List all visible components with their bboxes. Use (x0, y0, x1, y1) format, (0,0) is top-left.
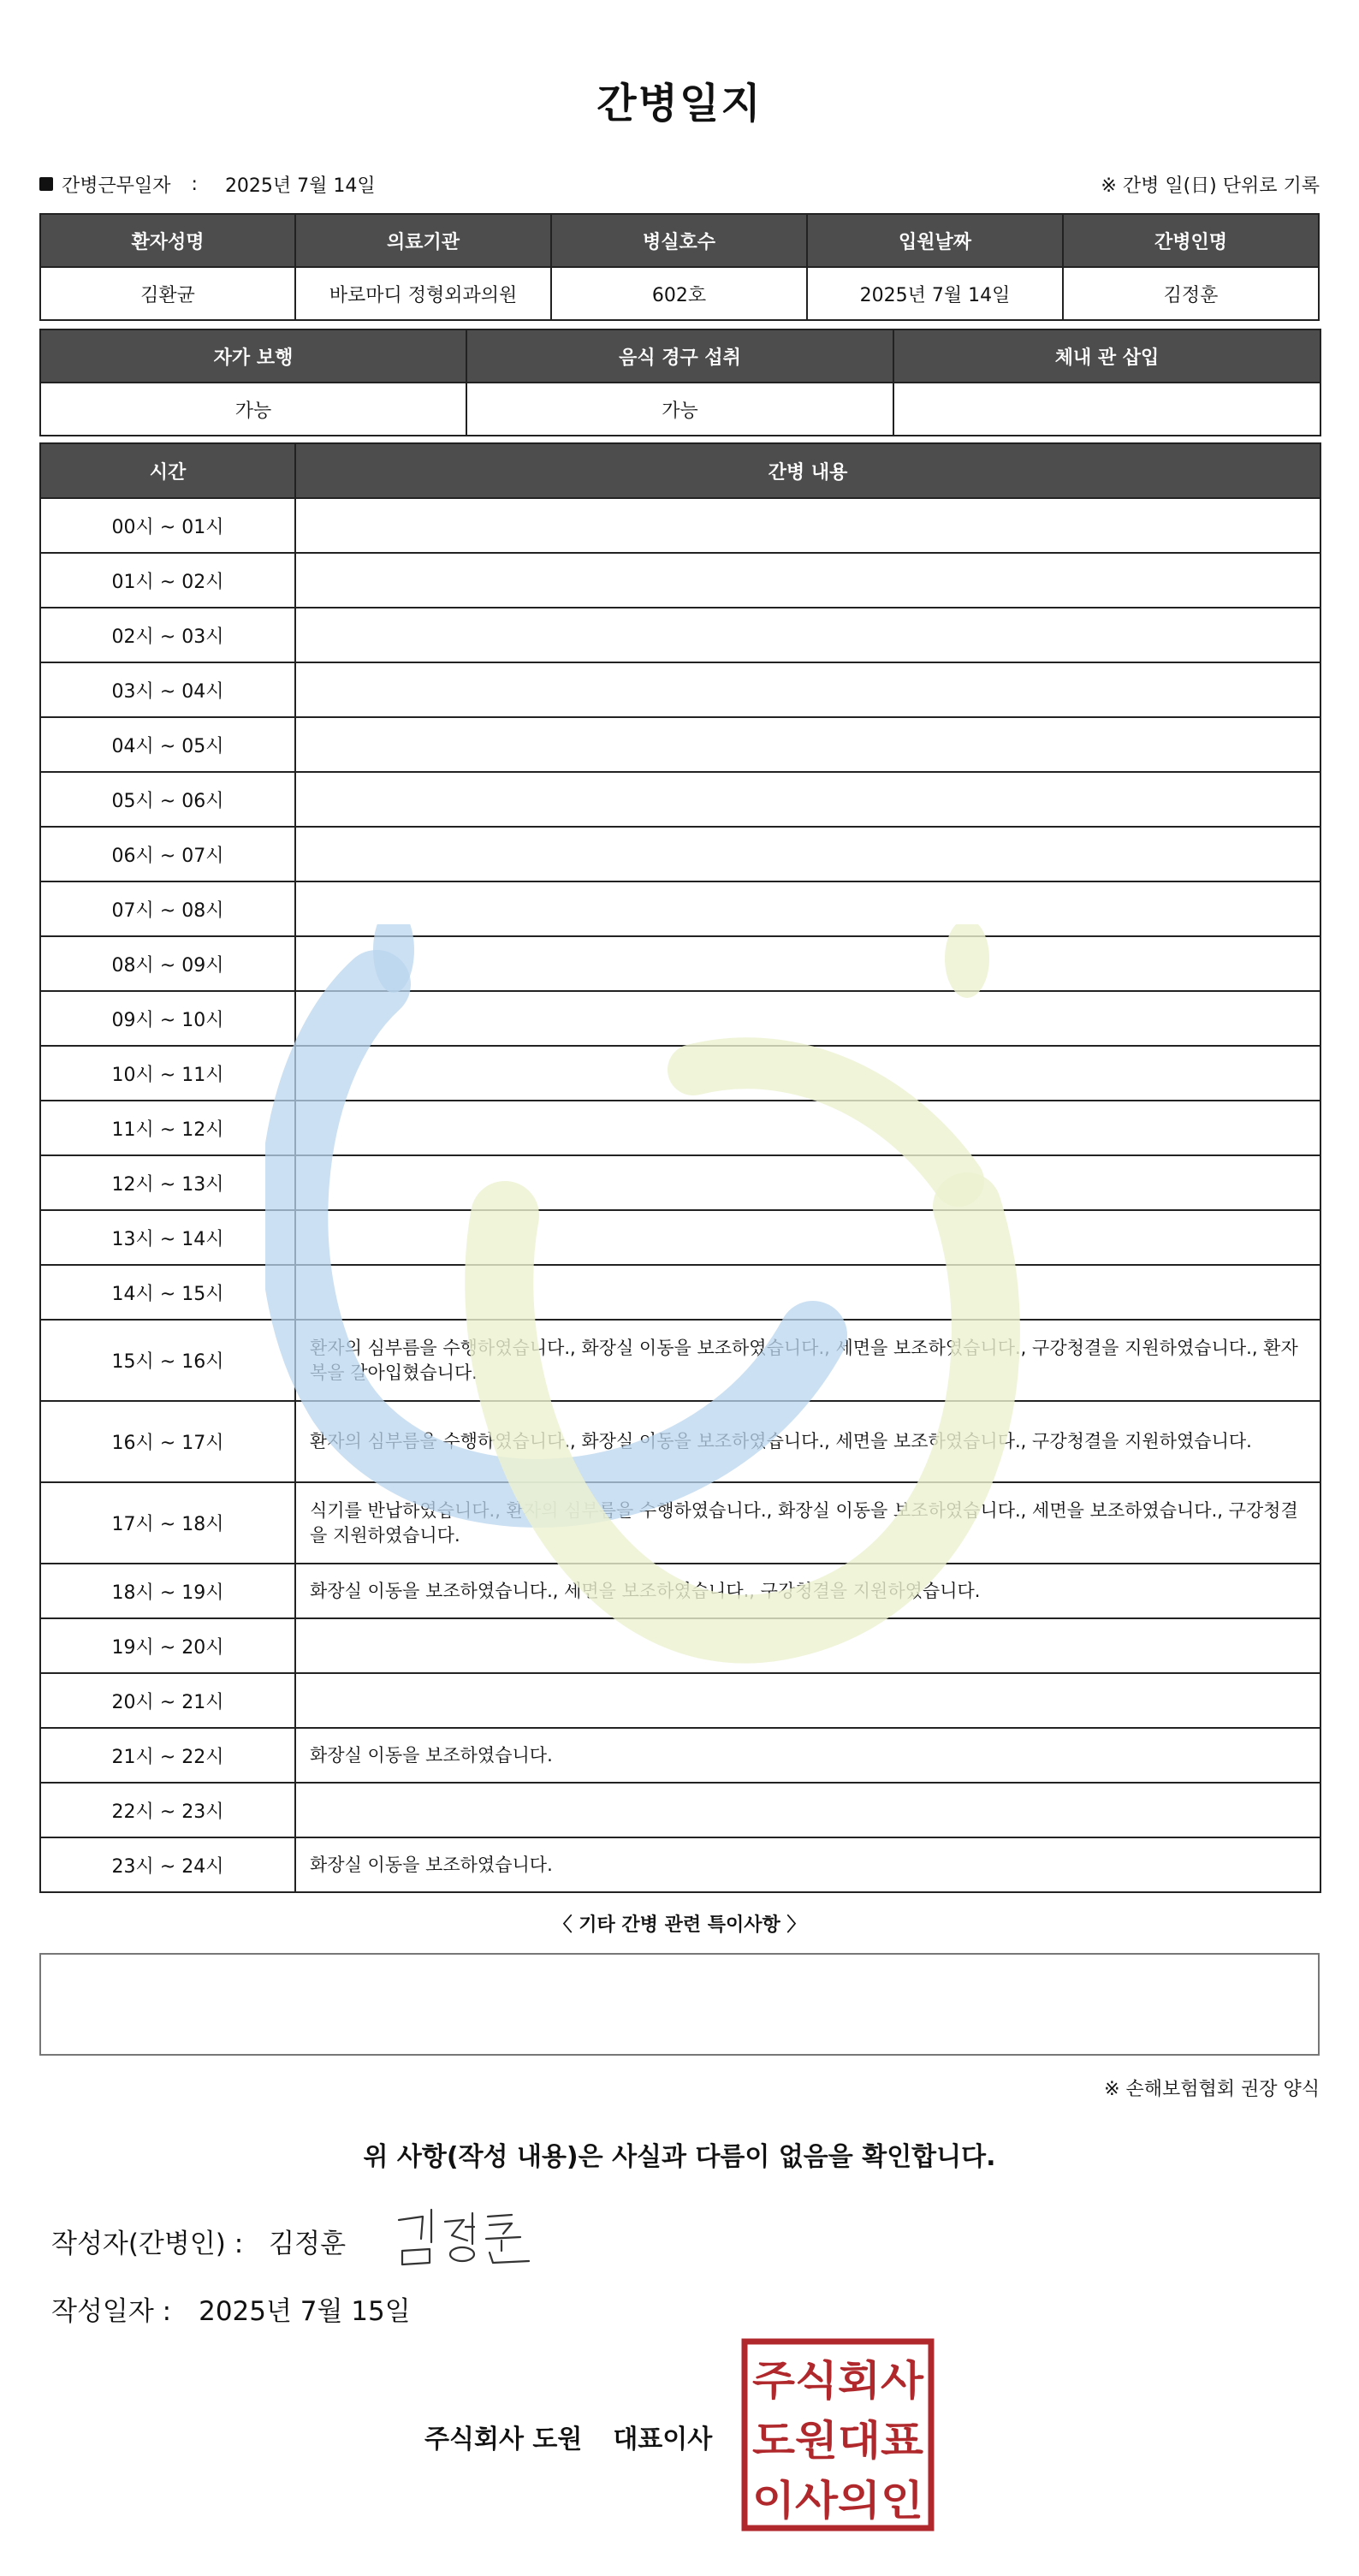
table-row (40, 662, 1320, 717)
table-row (40, 1155, 1320, 1210)
content-cell: 화장실 이동을 보조하였습니다. (295, 1728, 1320, 1783)
table-row (40, 1401, 1320, 1482)
info-header: 의료기관 (295, 214, 551, 267)
table-row (40, 553, 1320, 608)
table-row (40, 881, 1320, 936)
table-row (40, 772, 1320, 827)
work-date (39, 171, 376, 198)
content-cell (295, 717, 1320, 772)
time-header: 시간 (40, 443, 295, 498)
content-cell: 환자의 심부름을 수행하였습니다., 화장실 이동을 보조하였습니다., 세면을 보조하였습니다., 구강청결을 지원하였습니다. (295, 1401, 1320, 1482)
content-cell (295, 1265, 1320, 1320)
time-cell: 03시 ~ 04시 (40, 662, 295, 717)
notes-box (39, 1953, 1320, 2056)
bullet-square-icon (39, 177, 53, 191)
work-date-label: 간병근무일자 (62, 175, 171, 197)
table-row (40, 1210, 1320, 1265)
svg-text:주식회사: 주식회사 (752, 2357, 924, 2405)
table-row (40, 498, 1320, 553)
info-value-row (40, 267, 1319, 320)
writer-row (51, 2222, 346, 2260)
time-cell: 07시 ~ 08시 (40, 881, 295, 936)
table-row (40, 1618, 1320, 1673)
content-cell (295, 1046, 1320, 1101)
content-cell (295, 553, 1320, 608)
table-row (40, 717, 1320, 772)
table-row (40, 936, 1320, 991)
notes-title: 〈 기타 간병 관련 특이사항 〉 (553, 1914, 806, 1936)
patient-condition-table (39, 329, 1321, 436)
info-header: 입원날짜 (807, 214, 1063, 267)
condition-header: 음식 경구 섭취 (466, 329, 893, 383)
content-cell: 화장실 이동을 보조하였습니다., 세면을 보조하였습니다., 구강청결을 지원하였습니다. (295, 1564, 1320, 1618)
svg-text:이사의인: 이사의인 (752, 2477, 923, 2525)
time-cell: 16시 ~ 17시 (40, 1401, 295, 1482)
condition-header-row (40, 329, 1320, 383)
table-row (40, 608, 1320, 662)
document-title: 간병일지 (596, 80, 763, 128)
content-cell: 식기를 반납하였습니다., 환자의 심부름을 수행하였습니다., 화장실 이동을 보조하였습니다., 세면을 보조하였습니다., 구강청결을 지원하였습니다. (295, 1482, 1320, 1564)
writer-label: 작성자(간병인) : (51, 2229, 244, 2259)
care-header-row (40, 443, 1320, 498)
time-cell: 04시 ~ 05시 (40, 717, 295, 772)
patient-info-table (39, 213, 1320, 321)
time-cell: 15시 ~ 16시 (40, 1320, 295, 1401)
admission-date: 2025년 7월 14일 (807, 267, 1063, 320)
tube-insertion-value (893, 383, 1320, 436)
time-cell: 22시 ~ 23시 (40, 1783, 295, 1837)
time-cell: 05시 ~ 06시 (40, 772, 295, 827)
table-row (40, 1783, 1320, 1837)
table-row (40, 1265, 1320, 1320)
work-date-sep: : (191, 173, 198, 195)
time-cell: 02시 ~ 03시 (40, 608, 295, 662)
self-walking-value: 가능 (40, 383, 466, 436)
content-cell (295, 498, 1320, 553)
table-row (40, 1046, 1320, 1101)
time-cell: 17시 ~ 18시 (40, 1482, 295, 1564)
content-cell (295, 1155, 1320, 1210)
time-cell: 06시 ~ 07시 (40, 827, 295, 881)
table-row (40, 1837, 1320, 1892)
time-cell: 08시 ~ 09시 (40, 936, 295, 991)
svg-text:도원대표: 도원대표 (752, 2417, 924, 2465)
content-header: 간병 내용 (295, 443, 1320, 498)
time-cell: 11시 ~ 12시 (40, 1101, 295, 1155)
info-header: 간병인명 (1063, 214, 1319, 267)
time-cell: 19시 ~ 20시 (40, 1618, 295, 1673)
table-row (40, 1482, 1320, 1564)
time-cell: 00시 ~ 01시 (40, 498, 295, 553)
time-cell: 18시 ~ 19시 (40, 1564, 295, 1618)
time-cell: 09시 ~ 10시 (40, 991, 295, 1046)
caregiver-name: 김정훈 (1063, 267, 1319, 320)
info-header: 환자성명 (40, 214, 295, 267)
meta-row (39, 169, 1320, 199)
confirm-statement: 위 사항(작성 내용)은 사실과 다름이 없음을 확인합니다. (363, 2142, 996, 2172)
oral-intake-value: 가능 (466, 383, 893, 436)
time-cell: 01시 ~ 02시 (40, 553, 295, 608)
content-cell (295, 608, 1320, 662)
content-cell (295, 1618, 1320, 1673)
company-line (424, 2418, 712, 2455)
time-cell: 10시 ~ 11시 (40, 1046, 295, 1101)
time-cell: 23시 ~ 24시 (40, 1837, 295, 1892)
patient-name: 김환균 (40, 267, 295, 320)
content-cell (295, 1783, 1320, 1837)
content-cell (295, 991, 1320, 1046)
table-row (40, 1320, 1320, 1401)
time-cell: 14시 ~ 15시 (40, 1265, 295, 1320)
table-row (40, 1564, 1320, 1618)
table-row (40, 1673, 1320, 1728)
content-cell (295, 1673, 1320, 1728)
writer-name: 김정훈 (269, 2229, 347, 2259)
content-cell (295, 936, 1320, 991)
time-cell: 20시 ~ 21시 (40, 1673, 295, 1728)
unit-note: ※ 간병 일(日) 단위로 기록 (1101, 175, 1320, 197)
work-date-value: 2025년 7월 14일 (224, 175, 376, 197)
write-date-label: 작성일자 : (51, 2296, 172, 2327)
info-header-row (40, 214, 1319, 267)
time-cell: 12시 ~ 13시 (40, 1155, 295, 1210)
care-log-table (39, 442, 1321, 1893)
write-date-value: 2025년 7월 15일 (199, 2296, 411, 2327)
content-cell (295, 1210, 1320, 1265)
representative-title: 대표이사 (613, 2425, 713, 2454)
content-cell: 환자의 심부름을 수행하였습니다., 화장실 이동을 보조하였습니다., 세면을 보조하였습니다., 구강청결을 지원하였습니다., 환자복을 갈아입혔습니다. (295, 1320, 1320, 1401)
condition-header: 자가 보행 (40, 329, 466, 383)
room-number: 602호 (551, 267, 807, 320)
write-date-row (51, 2289, 411, 2328)
recommend-note: ※ 손해보험협회 권장 양식 (1104, 2079, 1320, 2100)
table-row (40, 991, 1320, 1046)
condition-header: 체내 관 삽입 (893, 329, 1320, 383)
table-row (40, 827, 1320, 881)
company-name: 주식회사 도원 (424, 2425, 583, 2454)
table-row (40, 1101, 1320, 1155)
content-cell: 화장실 이동을 보조하였습니다. (295, 1837, 1320, 1892)
content-cell (295, 827, 1320, 881)
time-cell: 21시 ~ 22시 (40, 1728, 295, 1783)
content-cell (295, 662, 1320, 717)
info-header: 병실호수 (551, 214, 807, 267)
content-cell (295, 881, 1320, 936)
condition-value-row (40, 383, 1320, 436)
table-row (40, 1728, 1320, 1783)
company-seal-stamp (741, 2338, 935, 2531)
content-cell (295, 1101, 1320, 1155)
handwritten-signature (392, 2201, 537, 2268)
hospital-name: 바로마디 정형외과의원 (295, 267, 551, 320)
time-cell: 13시 ~ 14시 (40, 1210, 295, 1265)
content-cell (295, 772, 1320, 827)
